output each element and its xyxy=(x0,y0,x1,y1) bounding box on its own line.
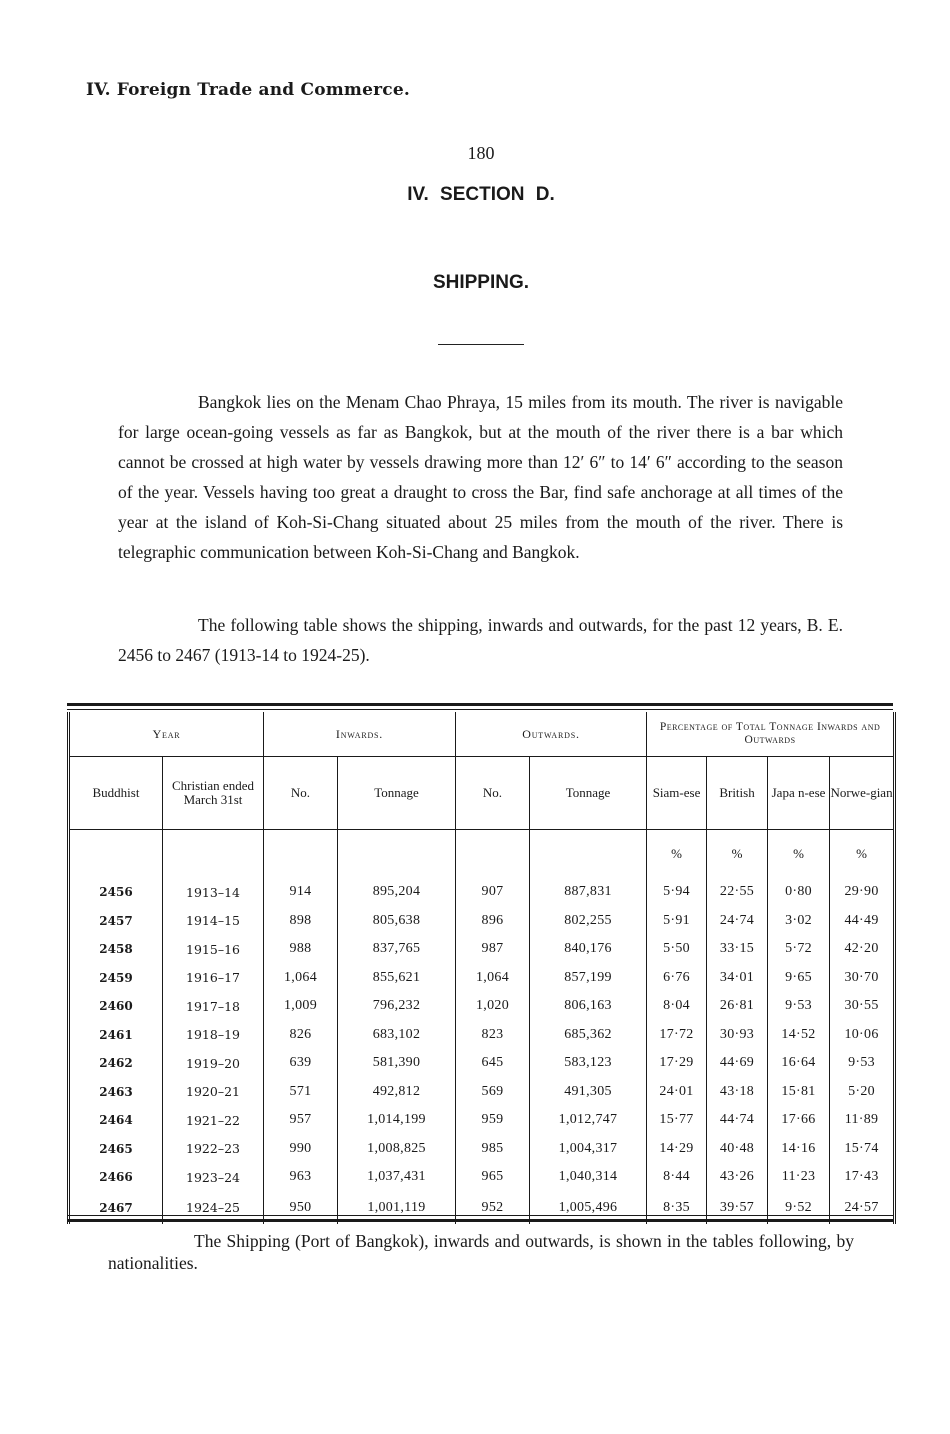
inwards-tonnage-cell: 1,037,431 xyxy=(338,1163,456,1192)
christian-year-cell: 1916–17 xyxy=(163,964,264,993)
table-row xyxy=(69,992,895,1021)
japanese-pct-cell: 17·66 xyxy=(768,1106,830,1135)
inwards-no-cell: 639 xyxy=(264,1049,338,1078)
british-pct-cell: 43·26 xyxy=(707,1163,768,1192)
table-row xyxy=(69,1049,895,1078)
norwegian-pct-cell: 30·70 xyxy=(830,964,895,993)
table-row xyxy=(69,964,895,993)
inwards-no-cell: 990 xyxy=(264,1135,338,1164)
outwards-no-cell: 959 xyxy=(456,1106,530,1135)
after-table-paragraph xyxy=(108,1230,854,1274)
british-pct-cell: 33·15 xyxy=(707,935,768,964)
table-row xyxy=(69,907,895,936)
inwards-tonnage-cell: 895,204 xyxy=(338,878,456,907)
christian-year-cell: 1918–19 xyxy=(163,1021,264,1050)
table-row xyxy=(69,935,895,964)
buddhist-year-cell: 2459 xyxy=(69,964,163,993)
percentage-group-header: Percentage of Total Tonnage Inwards and Outwards xyxy=(647,712,895,757)
group-header-row xyxy=(69,712,895,757)
unit-british: % xyxy=(707,830,768,879)
japanese-pct-cell: 16·64 xyxy=(768,1049,830,1078)
inwards-no-cell: 950 xyxy=(264,1192,338,1224)
outwards-no-cell: 645 xyxy=(456,1049,530,1078)
col-british: British xyxy=(707,757,768,830)
japanese-pct-cell: 0·80 xyxy=(768,878,830,907)
outwards-no-cell: 823 xyxy=(456,1021,530,1050)
outwards-no-cell: 569 xyxy=(456,1078,530,1107)
norwegian-pct-cell: 15·74 xyxy=(830,1135,895,1164)
norwegian-pct-cell: 5·20 xyxy=(830,1078,895,1107)
buddhist-year-cell: 2461 xyxy=(69,1021,163,1050)
british-pct-cell: 40·48 xyxy=(707,1135,768,1164)
table-row xyxy=(69,1192,895,1224)
intro-paragraph xyxy=(118,387,843,567)
japanese-pct-cell: 11·23 xyxy=(768,1163,830,1192)
outwards-tonnage-cell: 491,305 xyxy=(530,1078,647,1107)
norwegian-pct-cell: 17·43 xyxy=(830,1163,895,1192)
col-siamese: Siam-ese xyxy=(647,757,707,830)
unit-japanese: % xyxy=(768,830,830,879)
buddhist-year-cell: 2457 xyxy=(69,907,163,936)
inwards-tonnage-cell: 1,014,199 xyxy=(338,1106,456,1135)
table-intro-text: The following table shows the shipping, inwards and outwards, for the past 12 years, B. E. 2456 to 2467 (1913-14 to 1924-25). xyxy=(118,615,843,665)
siamese-pct-cell: 8·35 xyxy=(647,1192,707,1224)
table-row xyxy=(69,1106,895,1135)
norwegian-pct-cell: 11·89 xyxy=(830,1106,895,1135)
outwards-tonnage-cell: 1,012,747 xyxy=(530,1106,647,1135)
inwards-no-cell: 914 xyxy=(264,878,338,907)
siamese-pct-cell: 5·94 xyxy=(647,878,707,907)
table-row xyxy=(69,1135,895,1164)
col-outwards-no: No. xyxy=(456,757,530,830)
outwards-tonnage-cell: 685,362 xyxy=(530,1021,647,1050)
buddhist-year-cell: 2460 xyxy=(69,992,163,1021)
outwards-no-cell: 952 xyxy=(456,1192,530,1224)
christian-year-cell: 1913–14 xyxy=(163,878,264,907)
unit-siamese: % xyxy=(647,830,707,879)
siamese-pct-cell: 14·29 xyxy=(647,1135,707,1164)
inwards-tonnage-cell: 1,001,119 xyxy=(338,1192,456,1224)
norwegian-pct-cell: 10·06 xyxy=(830,1021,895,1050)
inwards-no-cell: 1,064 xyxy=(264,964,338,993)
british-pct-cell: 44·69 xyxy=(707,1049,768,1078)
christian-year-cell: 1924–25 xyxy=(163,1192,264,1224)
inwards-tonnage-cell: 796,232 xyxy=(338,992,456,1021)
christian-year-cell: 1920–21 xyxy=(163,1078,264,1107)
siamese-pct-cell: 8·44 xyxy=(647,1163,707,1192)
christian-year-cell: 1917–18 xyxy=(163,992,264,1021)
year-group-header: Year xyxy=(69,712,264,757)
british-pct-cell: 22·55 xyxy=(707,878,768,907)
christian-year-cell: 1915–16 xyxy=(163,935,264,964)
japanese-pct-cell: 3·02 xyxy=(768,907,830,936)
christian-year-cell: 1921–22 xyxy=(163,1106,264,1135)
col-japanese: Japa n-ese xyxy=(768,757,830,830)
norwegian-pct-cell: 24·57 xyxy=(830,1192,895,1224)
british-pct-cell: 39·57 xyxy=(707,1192,768,1224)
after-table-text: The Shipping (Port of Bangkok), inwards and outwards, is shown in the tables following, by nationalities. xyxy=(108,1231,854,1273)
outwards-no-cell: 985 xyxy=(456,1135,530,1164)
inwards-tonnage-cell: 581,390 xyxy=(338,1049,456,1078)
outwards-tonnage-cell: 1,040,314 xyxy=(530,1163,647,1192)
christian-year-cell: 1922–23 xyxy=(163,1135,264,1164)
inwards-no-cell: 988 xyxy=(264,935,338,964)
siamese-pct-cell: 8·04 xyxy=(647,992,707,1021)
buddhist-year-cell: 2467 xyxy=(69,1192,163,1224)
japanese-pct-cell: 14·52 xyxy=(768,1021,830,1050)
buddhist-year-cell: 2462 xyxy=(69,1049,163,1078)
christian-year-cell: 1919–20 xyxy=(163,1049,264,1078)
outwards-no-cell: 1,064 xyxy=(456,964,530,993)
siamese-pct-cell: 15·77 xyxy=(647,1106,707,1135)
japanese-pct-cell: 9·52 xyxy=(768,1192,830,1224)
col-norwegian: Norwe-gian xyxy=(830,757,895,830)
inwards-tonnage-cell: 492,812 xyxy=(338,1078,456,1107)
norwegian-pct-cell: 44·49 xyxy=(830,907,895,936)
table-row xyxy=(69,1163,895,1192)
col-christian: Christian ended March 31st xyxy=(163,757,264,830)
outwards-tonnage-cell: 887,831 xyxy=(530,878,647,907)
outwards-no-cell: 907 xyxy=(456,878,530,907)
norwegian-pct-cell: 30·55 xyxy=(830,992,895,1021)
christian-year-cell: 1914–15 xyxy=(163,907,264,936)
buddhist-year-cell: 2463 xyxy=(69,1078,163,1107)
british-pct-cell: 44·74 xyxy=(707,1106,768,1135)
outwards-no-cell: 965 xyxy=(456,1163,530,1192)
page-number: 180 xyxy=(467,143,495,163)
japanese-pct-cell: 9·65 xyxy=(768,964,830,993)
shipping-table xyxy=(67,712,896,1224)
inwards-tonnage-cell: 683,102 xyxy=(338,1021,456,1050)
siamese-pct-cell: 17·29 xyxy=(647,1049,707,1078)
outwards-tonnage-cell: 1,004,317 xyxy=(530,1135,647,1164)
siamese-pct-cell: 17·72 xyxy=(647,1021,707,1050)
outwards-tonnage-cell: 840,176 xyxy=(530,935,647,964)
table-row xyxy=(69,1021,895,1050)
outwards-tonnage-cell: 802,255 xyxy=(530,907,647,936)
norwegian-pct-cell: 29·90 xyxy=(830,878,895,907)
siamese-pct-cell: 24·01 xyxy=(647,1078,707,1107)
unit-norwegian: % xyxy=(830,830,895,879)
inwards-no-cell: 826 xyxy=(264,1021,338,1050)
outwards-tonnage-cell: 1,005,496 xyxy=(530,1192,647,1224)
col-buddhist: Buddhist xyxy=(69,757,163,830)
outwards-tonnage-cell: 806,163 xyxy=(530,992,647,1021)
british-pct-cell: 24·74 xyxy=(707,907,768,936)
british-pct-cell: 26·81 xyxy=(707,992,768,1021)
percent-unit-row xyxy=(69,830,895,879)
column-header-row xyxy=(69,757,895,830)
siamese-pct-cell: 5·91 xyxy=(647,907,707,936)
japanese-pct-cell: 9·53 xyxy=(768,992,830,1021)
running-head: IV. Foreign Trade and Commerce. xyxy=(86,80,410,100)
inwards-tonnage-cell: 1,008,825 xyxy=(338,1135,456,1164)
outwards-no-cell: 896 xyxy=(456,907,530,936)
norwegian-pct-cell: 42·20 xyxy=(830,935,895,964)
inwards-no-cell: 571 xyxy=(264,1078,338,1107)
inwards-no-cell: 1,009 xyxy=(264,992,338,1021)
buddhist-year-cell: 2465 xyxy=(69,1135,163,1164)
table-row xyxy=(69,1078,895,1107)
inwards-no-cell: 957 xyxy=(264,1106,338,1135)
title-rule xyxy=(438,344,524,345)
col-inwards-tonnage: Tonnage xyxy=(338,757,456,830)
norwegian-pct-cell: 9·53 xyxy=(830,1049,895,1078)
buddhist-year-cell: 2464 xyxy=(69,1106,163,1135)
buddhist-year-cell: 2458 xyxy=(69,935,163,964)
british-pct-cell: 43·18 xyxy=(707,1078,768,1107)
inwards-no-cell: 898 xyxy=(264,907,338,936)
siamese-pct-cell: 5·50 xyxy=(647,935,707,964)
table-row xyxy=(69,878,895,907)
christian-year-cell: 1923–24 xyxy=(163,1163,264,1192)
outwards-no-cell: 987 xyxy=(456,935,530,964)
buddhist-year-cell: 2466 xyxy=(69,1163,163,1192)
outwards-tonnage-cell: 583,123 xyxy=(530,1049,647,1078)
inwards-group-header: Inwards. xyxy=(264,712,456,757)
siamese-pct-cell: 6·76 xyxy=(647,964,707,993)
outwards-no-cell: 1,020 xyxy=(456,992,530,1021)
british-pct-cell: 30·93 xyxy=(707,1021,768,1050)
british-pct-cell: 34·01 xyxy=(707,964,768,993)
japanese-pct-cell: 5·72 xyxy=(768,935,830,964)
buddhist-year-cell: 2456 xyxy=(69,878,163,907)
section-title: IV. SECTION D. xyxy=(407,184,555,205)
inwards-tonnage-cell: 855,621 xyxy=(338,964,456,993)
outwards-tonnage-cell: 857,199 xyxy=(530,964,647,993)
inwards-tonnage-cell: 837,765 xyxy=(338,935,456,964)
shipping-table-frame xyxy=(67,703,893,1222)
inwards-tonnage-cell: 805,638 xyxy=(338,907,456,936)
outwards-group-header: Outwards. xyxy=(456,712,647,757)
japanese-pct-cell: 14·16 xyxy=(768,1135,830,1164)
table-intro-paragraph xyxy=(118,610,843,670)
col-inwards-no: No. xyxy=(264,757,338,830)
intro-paragraph-text: Bangkok lies on the Menam Chao Phraya, 15 miles from its mouth. The river is navigable for large ocean-going vessels as far as Bangkok, but at the mouth of the river there is a bar which cannot be crossed at high water by vessels drawing more than 12′ 6″ to 14′ 6″ according to the season of the year. Vessels having too great a draught to cross the Bar, find safe anchorage at all times of the year at the island of Koh-Si-Chang situated about 25 miles from the mouth of the river. There is telegraphic communication between Koh-Si-Chang and Bangkok. xyxy=(118,392,843,562)
inwards-no-cell: 963 xyxy=(264,1163,338,1192)
col-outwards-tonnage: Tonnage xyxy=(530,757,647,830)
subject-title: SHIPPING. xyxy=(432,272,530,293)
japanese-pct-cell: 15·81 xyxy=(768,1078,830,1107)
